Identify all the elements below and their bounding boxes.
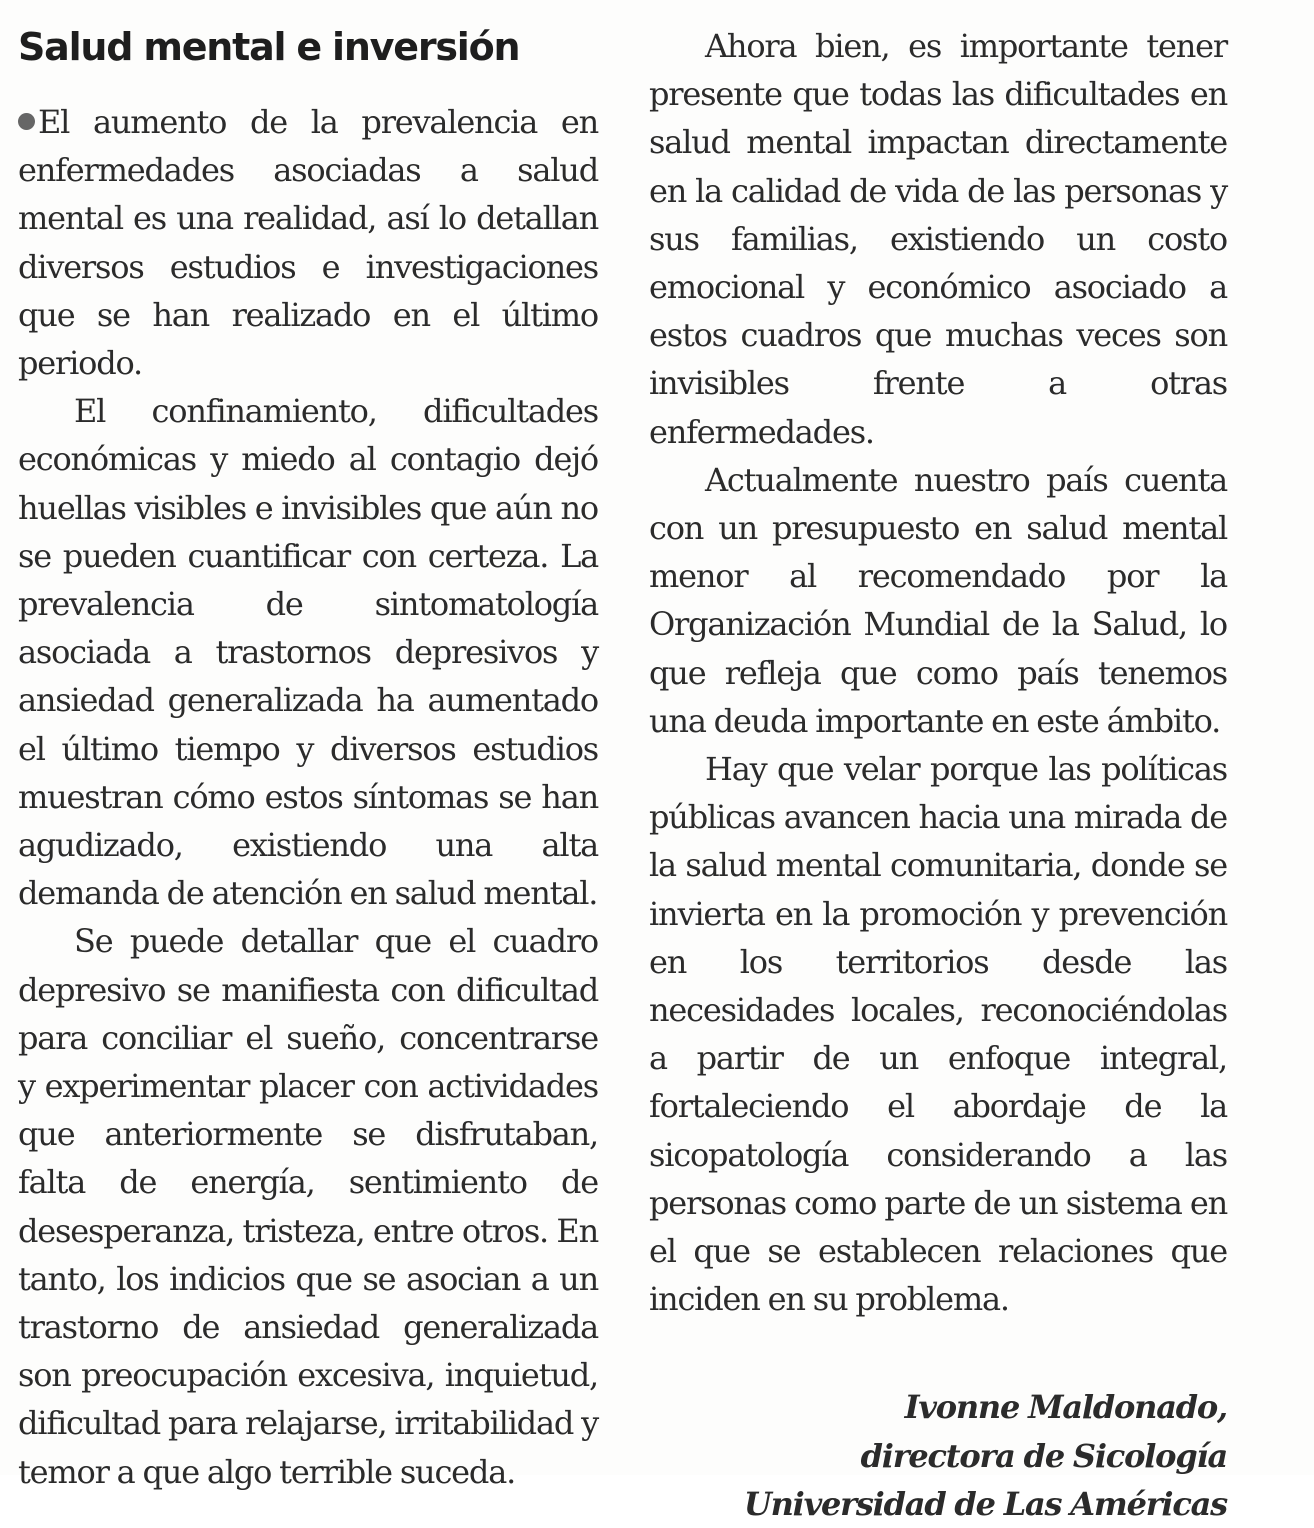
- paragraph-6: Hay que velar porque las políticas públicas avancen hacia una mirada de la salud mental comunitaria, donde se invierta en la promoción y prevención en los territorios desde las necesidades locales, reconociéndolas a partir de un enfoque integral, fortaleciendo el abordaje de la sicopatología considerando a las personas como parte de un sistema en el que se establecen relaciones que inciden en su problema.: [649, 750, 1227, 1319]
- article-headline: Salud mental e inversión: [18, 25, 520, 69]
- author-signature: [649, 1383, 1227, 1528]
- paragraph-1-text: El aumento de la prevalencia en enfermedades asociadas a salud mental es una realidad, así lo detallan diversos estudios e investigaciones que se han realizado en el último periodo.: [18, 103, 598, 383]
- paragraph-1: [18, 98, 598, 387]
- author-institution: Universidad de Las Américas: [743, 1484, 1227, 1523]
- author-role: directora de Sicología: [860, 1436, 1227, 1475]
- bullet-icon: [18, 113, 35, 130]
- paragraph-3: Se puede detallar que el cuadro depresivo se manifiesta con dificultad para conciliar el sueño, concentrarse y experimentar placer con actividades que anteriormente se disfrutaban, falta de energía, sentimiento de desesperanza, tristeza, entre otros. En tanto, los indicios que se asocian a un trastorno de ansiedad generalizada son preocupación excesiva, inquietud, dificultad para relajarse, irritabilidad y temor a que algo terrible suceda.: [18, 922, 598, 1491]
- paragraph-5: Actualmente nuestro país cuenta con un presupuesto en salud mental menor al recomendado por la Organización Mundial de la Salud, lo que refleja que como país tenemos una deuda importante en este ámbito.: [649, 460, 1227, 740]
- paragraph-4: Ahora bien, es importante tener presente que todas las dificultades en salud mental impactan directamente en la calidad de vida de las personas y sus familias, existiendo un costo emocional y económico asociado a estos cuadros que muchas veces son invisibles frente a otras enfermedades.: [649, 27, 1227, 451]
- paragraph-2: El confinamiento, dificultades económicas y miedo al contagio dejó huellas visibles e invisibles que aún no se pueden cuantificar con certeza. La prevalencia de sintomatología asociada a trastornos depresivos y ansiedad generalizada ha aumentado el último tiempo y diversos estudios muestran cómo estos síntomas se han agudizado, existiendo una alta demanda de atención en salud mental.: [18, 392, 598, 913]
- right-column: [649, 22, 1227, 1528]
- author-name: Ivonne Maldonado,: [904, 1388, 1227, 1427]
- left-column: [18, 22, 598, 1496]
